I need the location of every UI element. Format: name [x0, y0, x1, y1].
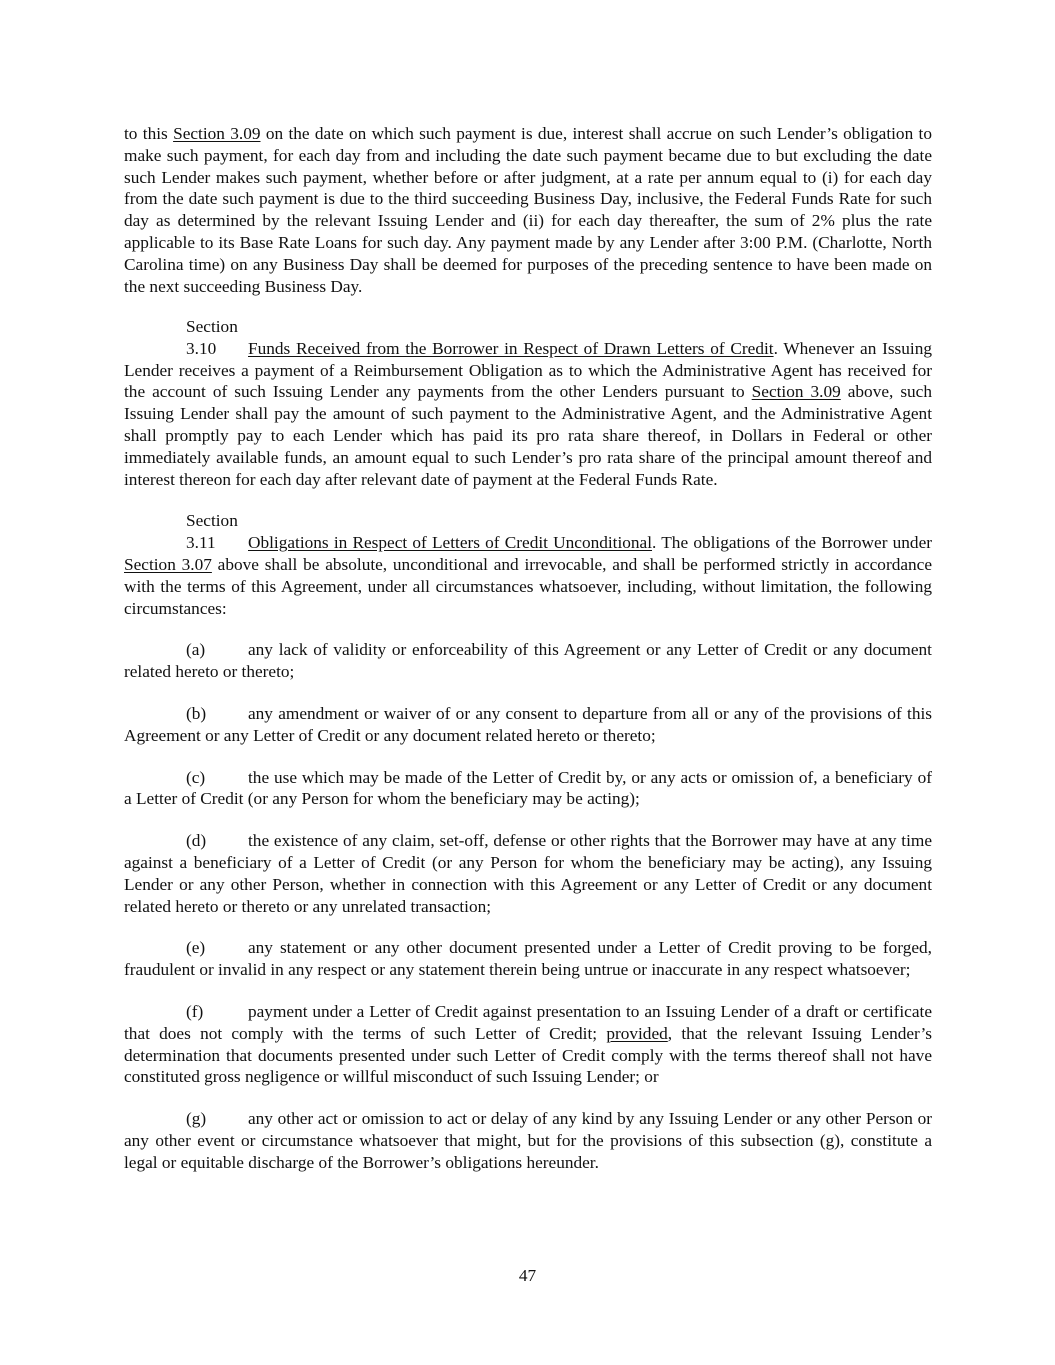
- section-3-10-number: Section 3.10: [186, 317, 238, 358]
- document-body: [124, 123, 932, 1174]
- item-label: (d): [186, 831, 207, 851]
- section-3-11-number: Section 3.11: [186, 511, 238, 553]
- section-3-10-text-b: above, such Issuing Lender shall pay the amount of such payment to the Administrative Agent, and the Administrative Agent shall promptly pay to each Lender which has paid its pro rata share thereof, in Dollars in Federal or other immediately available funds, an amount equal to such Lender’s pro rata share of the principal amount thereof and interest thereon for each day after relevant date of payment at the Federal Funds Rate.: [124, 382, 932, 489]
- item-label: (a): [186, 640, 206, 660]
- item-label: (c): [186, 767, 206, 787]
- carryover-intro: to this: [124, 124, 174, 143]
- section-3-10-punct: .: [773, 338, 778, 358]
- list-item-c: [124, 767, 932, 811]
- carryover-paragraph: [124, 123, 932, 298]
- item-text: any lack of validity or enforceability of this Agreement or any Letter of Credit or any document related hereto or thereto;: [124, 640, 932, 682]
- list-item-d: [124, 830, 932, 917]
- item-text-a: payment under a Letter of Credit against presentation to an Issuing Lender of a draft or certificate that does not comply with the terms of such Letter of Credit;: [124, 1001, 932, 1043]
- item-label: (f): [186, 1001, 204, 1021]
- item-label: (g): [186, 1109, 207, 1129]
- section-3-10-text-a: Whenever an Issuing Lender receives a payment of a Reimbursement Obligation as to which the Administrative Agent has received for the account of such Issuing Lender any payments from the other Lenders pursuant to: [124, 338, 933, 402]
- item-label: (b): [186, 703, 207, 723]
- list-item-e: [124, 937, 932, 981]
- item-text: the existence of any claim, set-off, defense or other rights that the Borrower may have at any time against a beneficiary of a Letter of Credit (or any Person for whom the beneficiary may be acting), any Issuing Lender or any other Person, whether in connection with this Agreement or any Letter of Credit or any document related hereto or thereto or any unrelated transaction;: [124, 831, 932, 916]
- page-number: 47: [518, 1266, 537, 1285]
- section-3-11-title: Obligations in Respect of Letters of Credit Unconditional: [248, 533, 653, 553]
- section-3-10-title: Funds Received from the Borrower in Respect of Drawn Letters of Credit: [248, 338, 774, 358]
- section-3-11-text-b: above shall be absolute, unconditional and irrevocable, and shall be performed strictly in accordance with the terms of this Agreement, under all circumstances whatsoever, including, without limitation, the following circumstances:: [124, 554, 932, 618]
- section-3-09-ref: Section 3.09: [751, 382, 841, 402]
- section-3-11-punct: .: [652, 533, 657, 553]
- item-text: any statement or any other document presented under a Letter of Credit proving to be forged, fraudulent or invalid in any respect or any statement therein being untrue or inaccurate in any respect whatsoever;: [124, 938, 932, 980]
- list-item-b: [124, 703, 932, 747]
- item-label: (e): [186, 938, 206, 958]
- section-3-11-paragraph: [124, 510, 932, 619]
- provided-term: provided: [606, 1023, 668, 1043]
- carryover-text: on the date on which such payment is due, interest shall accrue on such Lender’s obligation to make such payment, for each day from and including the date such payment became due to but excluding the date such Lender makes such payment, whether before or after judgment, at a rate per annum equal to (i) for each day from the date such payment is due to the third succeeding Business Day, inclusive, the Federal Funds Rate for such day as determined by the relevant Issuing Lender and (ii) for each day thereafter, the sum of 2% plus the rate applicable to its Base Rate Loans for such day. Any payment made by any Lender after 3:00 P.M. (Charlotte, North Carolina time) on any Business Day shall be deemed for purposes of the preceding sentence to have been made on the next succeeding Business Day.: [124, 124, 932, 296]
- list-item-a: [124, 639, 932, 683]
- item-text: the use which may be made of the Letter of Credit by, or any acts or omission of, a beneficiary of a Letter of Credit (or any Person for whom the beneficiary may be acting);: [124, 767, 932, 809]
- section-3-10-paragraph: [124, 316, 932, 490]
- list-item-f: [124, 1001, 932, 1088]
- list-item-g: [124, 1108, 932, 1173]
- section-309-ref: Section 3.09: [173, 124, 261, 143]
- item-text-b: , that the relevant Issuing Lender’s determination that documents presented under such Letter of Credit comply with the terms thereof shall not have constituted gross negligence or willful misconduct of such Issuing Lender; or: [124, 1023, 932, 1087]
- section-3-11-text-a: The obligations of the Borrower under: [656, 533, 932, 553]
- item-text: any amendment or waiver of or any consent to departure from all or any of the provisions of this Agreement or any Letter of Credit or any document related hereto or thereto;: [124, 703, 932, 745]
- section-3-07-ref: Section 3.07: [124, 554, 212, 574]
- item-text: any other act or omission to act or delay of any kind by any Issuing Lender or any other Person or any other event or circumstance whatsoever that might, but for the provisions of this subsection (g), constitute a legal or equitable discharge of the Borrower’s obligations hereunder.: [124, 1109, 932, 1172]
